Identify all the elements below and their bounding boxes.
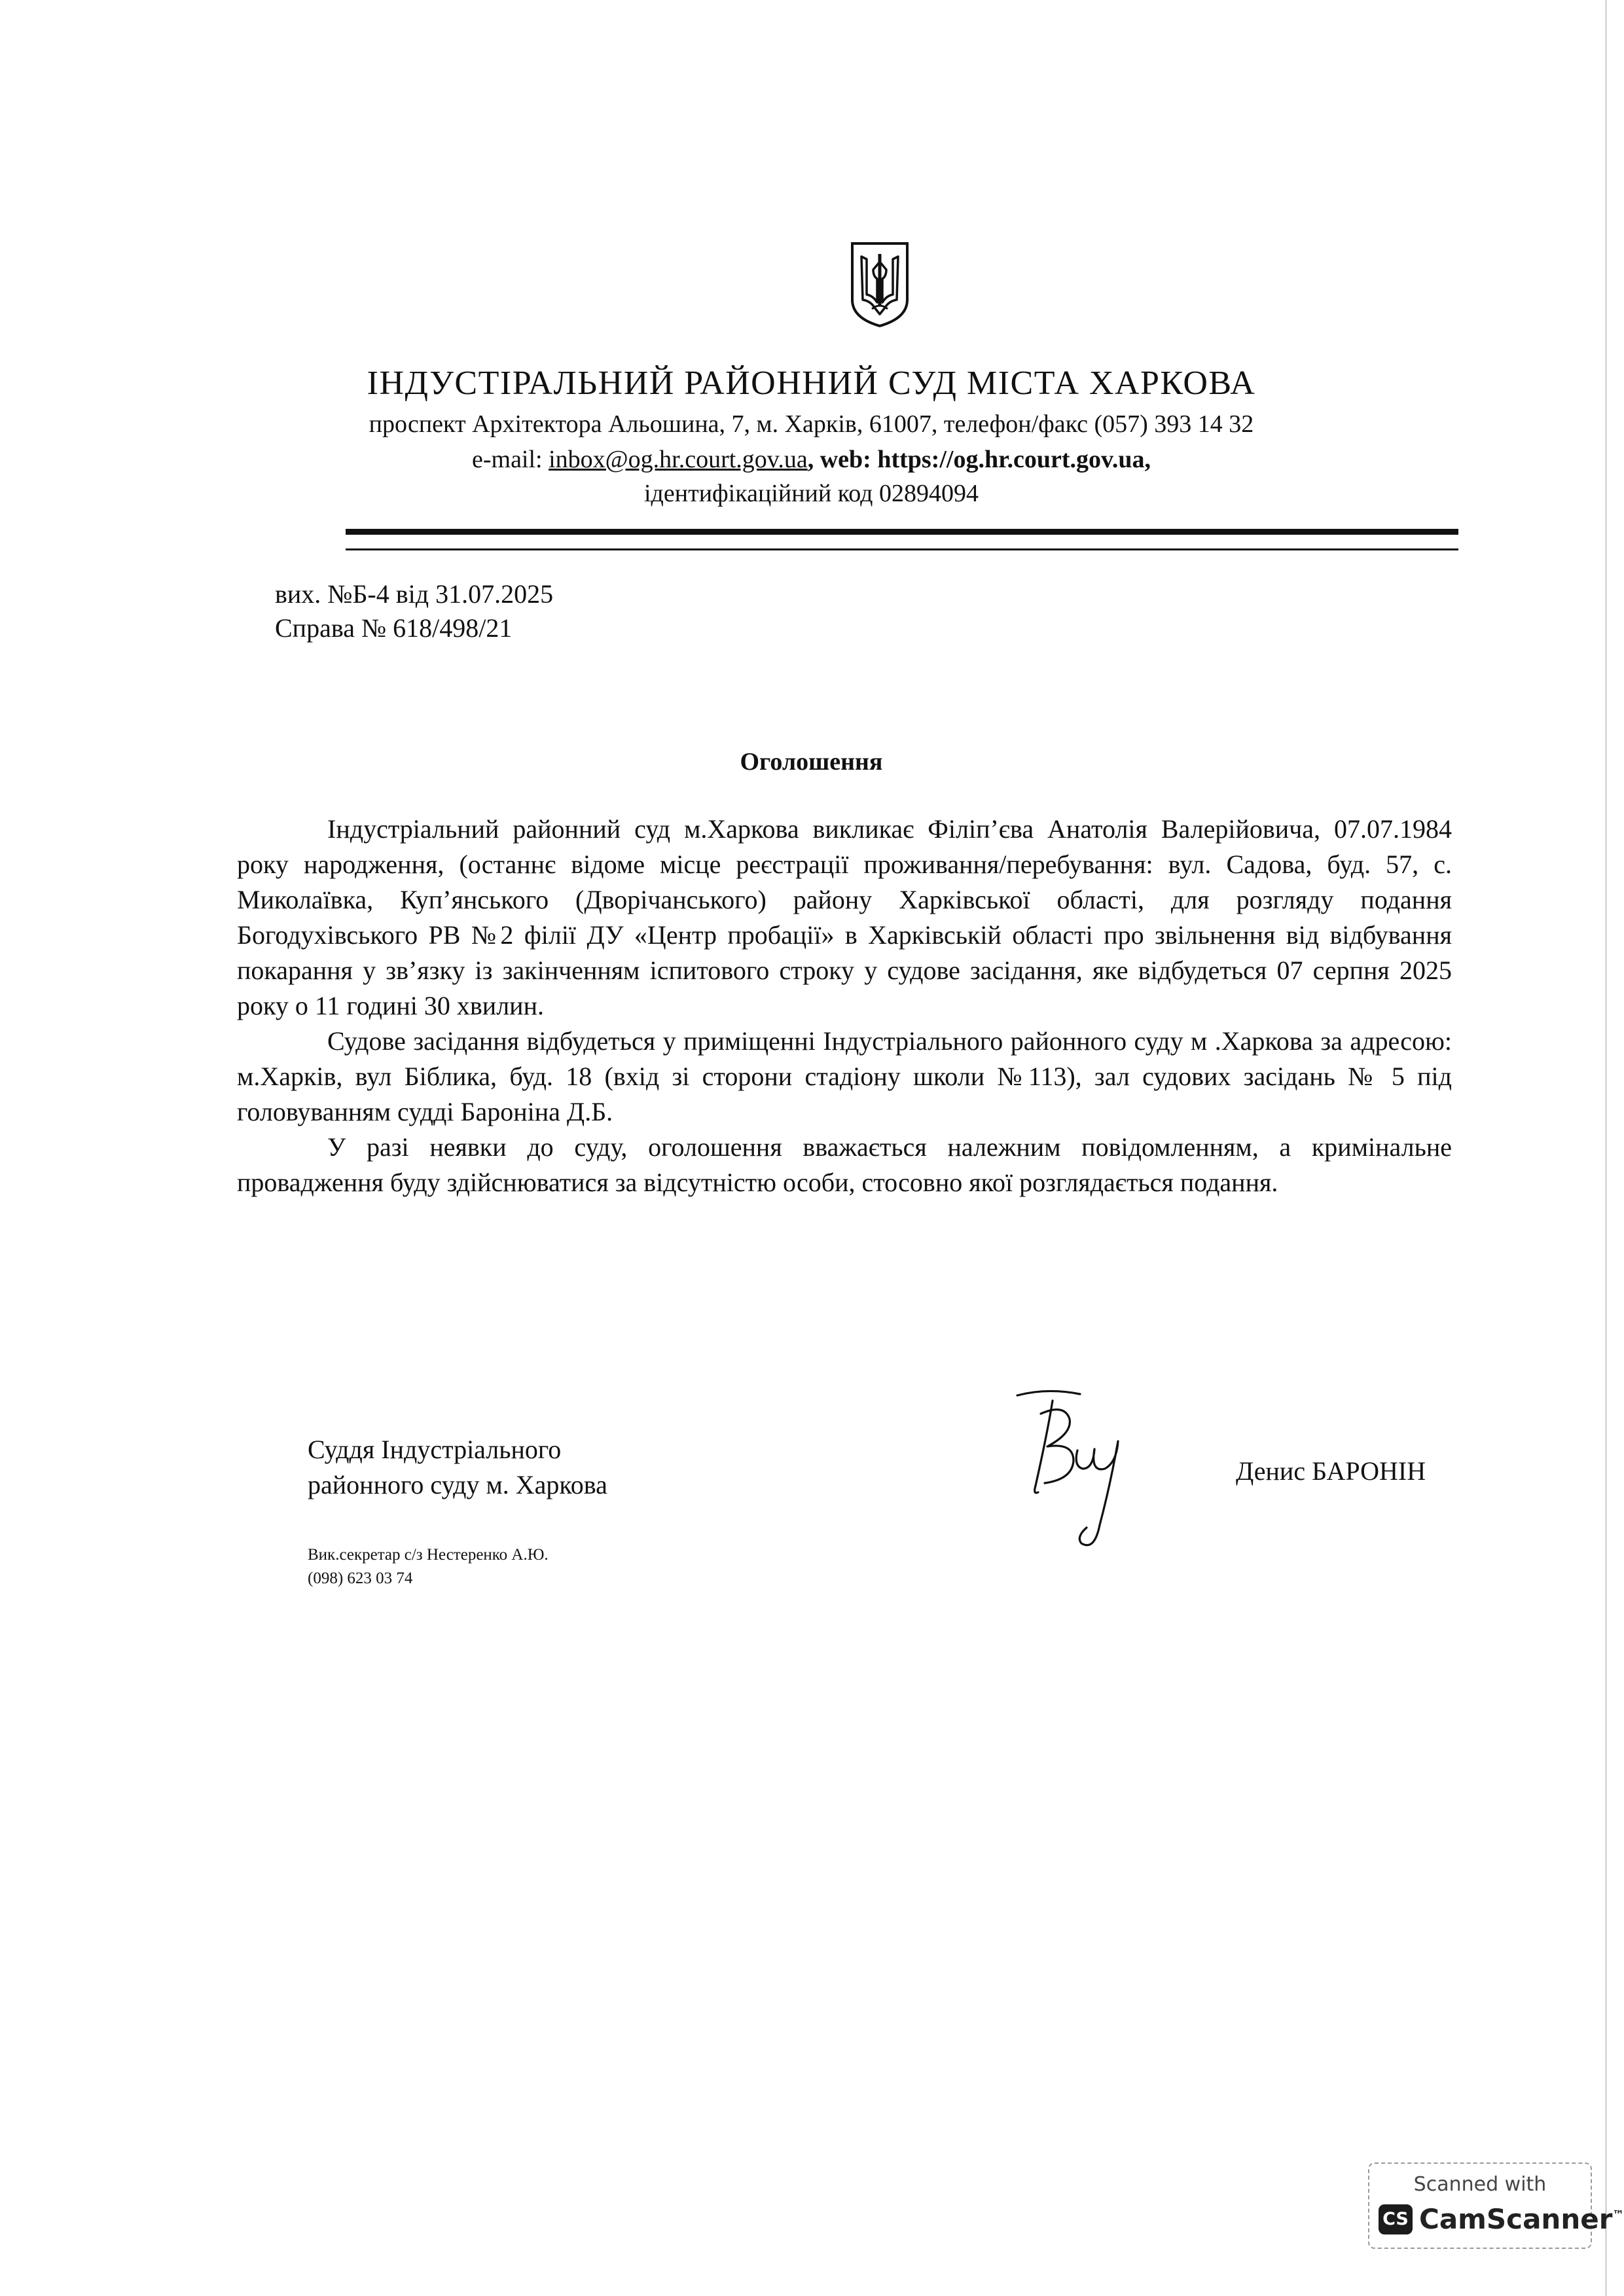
camscanner-brand: CamScanner [1419, 2203, 1613, 2235]
page-edge-line [1605, 0, 1607, 2296]
announcement-body [237, 812, 1452, 1200]
court-address: проспект Архітектора Альошина, 7, м. Харків, 61007, телефон/факс (057) 393 14 32 [369, 410, 1254, 438]
outgoing-number: вих. №Б-4 від 31.07.2025 [275, 579, 554, 609]
announcement-title: Оголошення [740, 748, 883, 776]
email-label: e-mail: [471, 446, 543, 473]
court-id-code: ідентифікаційний код 02894094 [644, 480, 979, 507]
ukraine-trident-icon [848, 240, 911, 329]
header-divider-thin [346, 548, 1458, 550]
scanned-with-label: Scanned with [1413, 2173, 1547, 2196]
camscanner-name [1419, 2203, 1624, 2235]
announcement-paragraph: Індустріальний районний суд м.Харкова викликає Філіп’єва Анатолія Валерійовича, 07.07.1984 року народження, (останнє відоме місце реєстрації проживання/перебування: вул. Садова, буд. 57, с. Миколаївка, Куп’янського (Дворічанського) району Харківської області, для розгляду подання Богодухівського РВ №2 філії ДУ «Центр пробації» в Харківській області про звільнення від відбування покарання у зв’язку із закінченням іспитового строку у судове засідання, яке відбудеться 07 серпня 2025 року о 11 годині 30 хвилин. [237, 814, 1452, 1020]
executor-phone: (098) 623 03 74 [308, 1570, 413, 1587]
executor-name: Вик.секретар с/з Нестеренко А.Ю. [308, 1546, 549, 1564]
web-link[interactable]: https://og.hr.court.gov.ua [877, 446, 1145, 473]
trademark: ™ [1612, 2208, 1624, 2222]
court-contacts: e-mail: inbox@og.hr.court.gov.ua, web: https://og.hr.court.gov.ua, [471, 446, 1151, 473]
handwritten-signature [1001, 1388, 1139, 1564]
judge-title-line: районного суду м. Харкова [308, 1470, 607, 1499]
judge-title [308, 1432, 607, 1503]
web-label: web: [820, 446, 871, 473]
court-name: ІНДУСТІРАЛЬНИЙ РАЙОННИЙ СУД МІСТА ХАРКОВА [367, 365, 1256, 402]
judge-title-line: Суддя Індустріального [308, 1435, 562, 1464]
camscanner-logo-icon: CS [1379, 2204, 1413, 2234]
camscanner-badge [1368, 2162, 1624, 2249]
case-number: Справа № 618/498/21 [275, 613, 513, 643]
announcement-paragraph: У разі неявки до суду, оголошення вважається належним повідомленням, а кримінальне провадження буду здійснюватися за відсутністю особи, стосовно якої розглядається подання. [237, 1132, 1452, 1197]
header-divider-thick [346, 529, 1458, 535]
judge-name: Денис БАРОНІН [1236, 1456, 1426, 1486]
email-link[interactable]: inbox@og.hr.court.gov.ua [549, 446, 808, 473]
executor-info [308, 1543, 549, 1590]
announcement-paragraph: Судове засідання відбудеться у приміщенні Індустріального районного суду м .Харкова за адресою: м.Харків, вул Біблика, буд. 18 (вхід зі сторони стадіону школи №113), зал судових засідань № 5 під головуванням судді Бароніна Д.Б. [237, 1026, 1452, 1126]
